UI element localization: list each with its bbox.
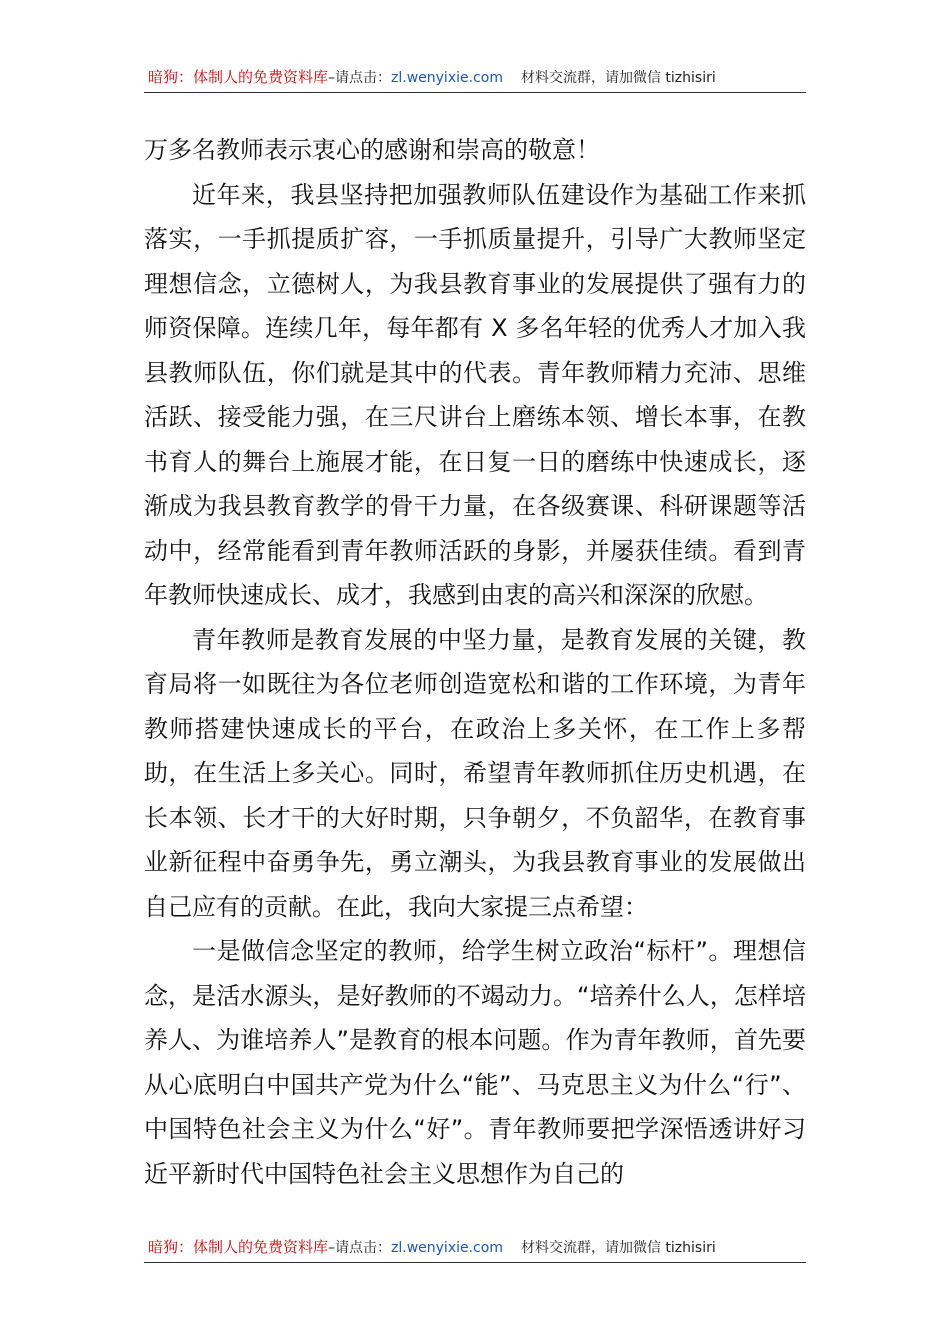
footer-prompt: –请点击： [328, 1240, 392, 1256]
header-brand: 暗狗：体制人的免费资料库 [148, 68, 329, 86]
page-footer [144, 1236, 806, 1263]
page-header [144, 66, 806, 93]
footer-link[interactable]: zl.wenyixie.com [391, 1240, 503, 1256]
header-link[interactable]: zl.wenyixie.com [391, 70, 503, 86]
footer-brand: 暗狗：体制人的免费资料库 [148, 1238, 329, 1256]
header-prompt: –请点击： [328, 70, 392, 86]
paragraph-recent-years: 近年来，我县坚持把加强教师队伍建设作为基础工作来抓落实，一手抓提质扩容，一手抓质量提升，引导广大教师坚定理想信念，立德树人，为我县教育事业的发展提供了强有力的师资保障。连续几年，每年都有 X 多名年轻的优秀人才加入我县教师队伍，你们就是其中的代表。青年教师精力充沛、思维活跃、接受能力强，在三尺讲台上磨练本领、增长本事，在教书育人的舞台上施展才能，在日复一日的磨练中快速成长，逐渐成为我县教育教学的骨干力量，在各级赛课、科研课题等活动中，经常能看到青年教师活跃的身影，并屡获佳绩。看到青年教师快速成长、成才，我感到由衷的高兴和深深的欣慰。 [144, 180, 806, 609]
paragraph-young-teachers: 青年教师是教育发展的中坚力量，是教育发展的关键，教育局将一如既往为各位老师创造宽松和谐的工作环境，为青年教师搭建快速成长的平台，在政治上多关怀，在工作上多帮助，在生活上多关心。同时，希望青年教师抓住历史机遇，在长本领、长才干的大好时期，只争朝夕，不负韶华，在教育事业新征程中奋勇争先，勇立潮头，为我县教育事业的发展做出自己应有的贡献。在此，我向大家提三点希望： [144, 625, 806, 921]
document-body [144, 128, 806, 1196]
paragraph-continuation: 万多名教师表示衷心的感谢和崇高的敬意！ [144, 136, 600, 164]
paragraph-first-hope: 一是做信念坚定的教师，给学生树立政治“标杆”。理想信念，是活水源头，是好教师的不竭动力。“培养什么人，怎样培养人、为谁培养人”是教育的根本问题。作为青年教师，首先要从心底明白中国共产党为什么“能”、马克思主义为什么“行”、中国特色社会主义为什么“好”。青年教师要把学深悟透讲好习近平新时代中国特色社会主义思想作为自己的 [144, 937, 806, 1188]
footer-wechat-note: 材料交流群，请加微信 tizhisiri [520, 1240, 716, 1256]
header-wechat-note: 材料交流群，请加微信 tizhisiri [520, 70, 716, 86]
